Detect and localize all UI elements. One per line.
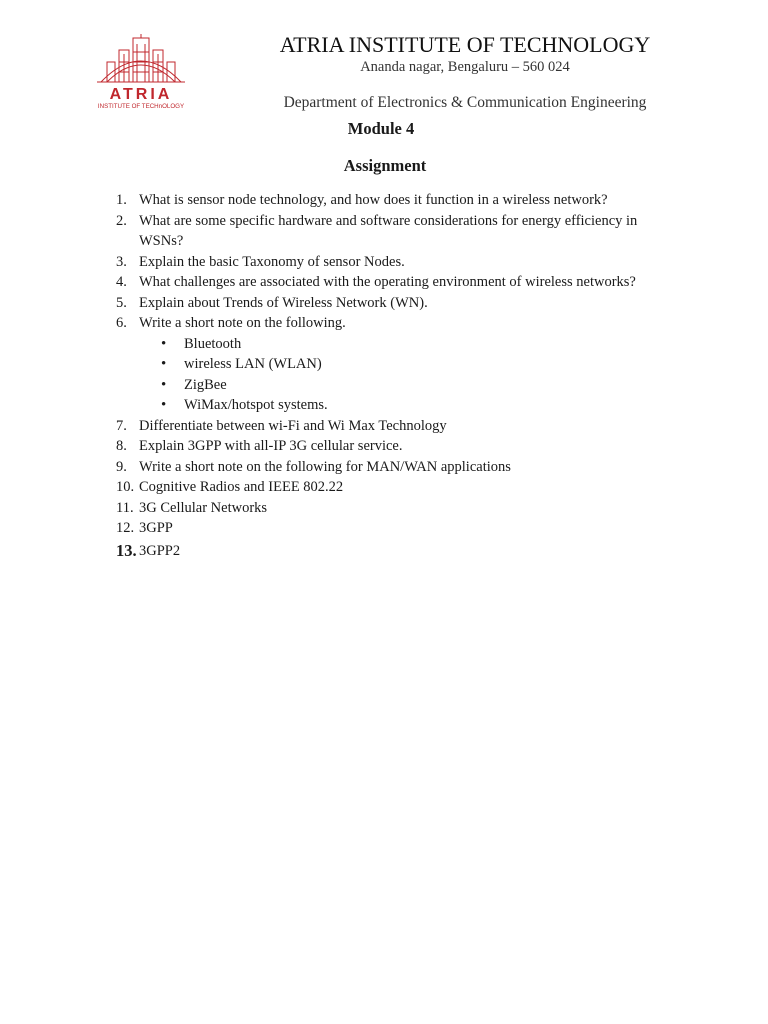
question-number: 1.	[116, 192, 127, 208]
question-number: 3.	[116, 253, 127, 270]
sub-list-item	[161, 395, 676, 416]
question-text: Explain 3GPP with all-IP 3G cellular service.	[139, 438, 403, 454]
question-text: What are some specific hardware and software considerations for energy efficiency in WSNs?	[139, 212, 638, 249]
question-item	[116, 457, 676, 478]
assignment-heading: Assignment	[343, 156, 427, 175]
question-text: 3GPP2	[139, 542, 181, 559]
question-item	[116, 211, 676, 252]
question-item	[116, 293, 676, 314]
sub-list-text: ZigBee	[184, 376, 227, 393]
sub-list-container	[116, 334, 676, 416]
sub-list-item	[161, 334, 676, 355]
question-number: 12.	[116, 520, 135, 536]
module-title: Module 4	[347, 119, 415, 138]
sub-list-text: wireless LAN (WLAN)	[184, 356, 322, 372]
svg-text:ATRIA: ATRIA	[109, 86, 173, 103]
bullet-icon: •	[161, 335, 167, 352]
question-text: What is sensor node technology, and how does it function in a wireless network?	[139, 192, 608, 208]
atria-building-logo-icon	[93, 32, 189, 110]
bullet-icon: •	[161, 376, 167, 393]
question-item	[116, 518, 676, 539]
question-item	[116, 498, 676, 519]
sub-list-text: WiMax/hotspot systems.	[184, 397, 328, 413]
question-text: What challenges are associated with the operating environment of wireless networks?	[139, 274, 636, 290]
svg-text:INSTITUTE OF TECHnOLOGY: INSTITUTE OF TECHnOLOGY	[97, 103, 185, 110]
question-text: Explain about Trends of Wireless Network (WN).	[139, 294, 428, 311]
institute-name: ATRIA INSTITUTE OF TECHNOLOGY	[279, 32, 651, 57]
question-number: 8.	[116, 438, 127, 454]
question-item	[116, 436, 676, 457]
question-text: Explain the basic Taxonomy of sensor Nodes.	[139, 253, 405, 270]
question-item	[116, 313, 676, 334]
question-number: 7.	[116, 417, 127, 434]
question-item	[116, 477, 676, 498]
bullet-icon: •	[161, 397, 167, 413]
question-text: Cognitive Radios and IEEE 802.22	[139, 479, 344, 495]
question-item	[116, 416, 676, 437]
question-item	[116, 272, 676, 293]
question-item	[116, 539, 676, 563]
question-number: 4.	[116, 274, 127, 290]
question-number: 10.	[116, 479, 135, 495]
sub-list-item	[161, 354, 676, 375]
institute-address: Ananda nagar, Bengaluru – 560 024	[360, 59, 570, 75]
atria-logo	[93, 32, 189, 110]
question-number: 6.	[116, 315, 127, 331]
sub-list-text: Bluetooth	[184, 335, 242, 352]
department-name: Department of Electronics & Communication Engineering	[283, 94, 647, 111]
question-number: 5.	[116, 294, 127, 311]
question-text: 3G Cellular Networks	[139, 499, 268, 516]
bullet-icon: •	[161, 356, 167, 372]
question-number: 13.	[116, 540, 137, 560]
question-number: 11.	[116, 499, 134, 516]
sub-list	[116, 334, 676, 416]
question-list	[116, 190, 676, 563]
question-item	[116, 252, 676, 273]
question-number: 2.	[116, 212, 127, 229]
question-text: Differentiate between wi-Fi and Wi Max Technology	[139, 417, 447, 434]
question-item	[116, 190, 676, 211]
question-number: 9.	[116, 458, 127, 475]
question-text: 3GPP	[139, 520, 173, 536]
sub-list-item	[161, 375, 676, 396]
question-text: Write a short note on the following for MAN/WAN applications	[139, 458, 511, 475]
question-text: Write a short note on the following.	[139, 315, 346, 331]
